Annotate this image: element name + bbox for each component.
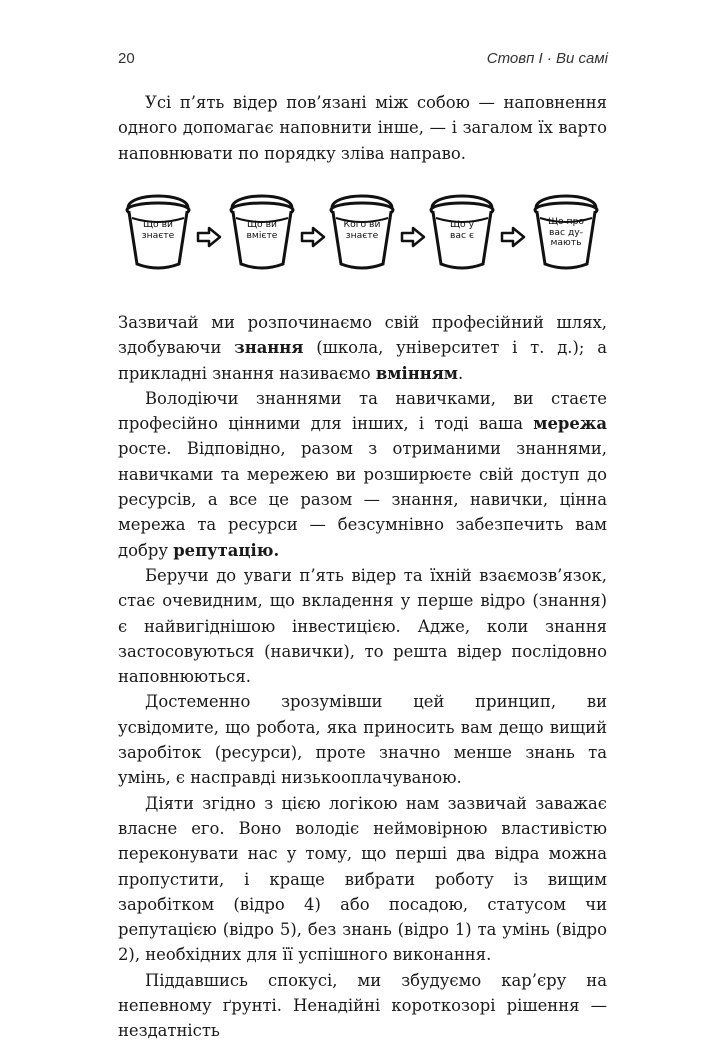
bucket-label: Що ви вмієте: [246, 219, 278, 241]
intro-text: [118, 90, 607, 166]
right-arrow-icon: [196, 226, 222, 248]
intro-paragraph: Усі п’ять відер пов’язані між собою — наповнення одного допомагає наповнити інше, — і загалом їх варто наповнювати по порядку зліва направо.: [118, 93, 607, 163]
paragraph-1: Зазвичай ми розпочинаємо свій професійний шлях, здобуваючи знання (школа, університет і т. д.); а прикладні знання називаємо вмінням.: [118, 313, 607, 383]
running-head: Стовп I · Ви самі: [486, 50, 608, 67]
paragraph-2: Володіючи знаннями та навичками, ви стаєте професійно цінними для інших, і тоді ваша мережа росте. Відповідно, разом з отриманими знаннями, навичками та мережею ви розширюєте свій доступ до ресурсів, а все це разом — знання, навички, цінна мережа та ресурси — безсумнівно забезпечить вам добру репутацію.: [118, 388, 607, 560]
paragraph-5: Діяти згідно з цією логікою нам зазвичай заважає власне его. Воно володіє неймовірною властивістю переконувати нас у тому, що перші два відра можна пропустити, і краще вибрати роботу із вищим заробітком (відро 4) або посадою, статусом чи репутацією (відро 5), без знань (відро 1) та умінь (відро 2), необхідних для її успішного виконання.: [118, 793, 607, 965]
bucket-5: [532, 188, 600, 272]
bucket-label: Що про вас ду- мають: [547, 216, 585, 248]
bucket-4: [428, 188, 496, 272]
right-arrow-icon: [400, 226, 426, 248]
paragraph-4: Достеменно зрозумівши цей принцип, ви усвідомите, що робота, яка приносить вам дещо вищий заробіток (ресурси), проте значно менше знань та умінь, є насправді низькооплачуваною.: [118, 692, 607, 788]
bucket-label: Кого ви знаєте: [343, 219, 381, 241]
keyword-network: мережа: [533, 414, 607, 434]
body-text: [118, 310, 607, 1044]
bucket-1: [124, 188, 192, 272]
keyword-skill: вмінням: [375, 363, 459, 383]
bucket-3: [328, 188, 396, 272]
right-arrow-icon: [300, 226, 326, 248]
keyword-knowledge: знання: [234, 338, 304, 358]
keyword-reputation: репутацію.: [173, 540, 280, 560]
bucket-label: Що у вас є: [449, 219, 475, 241]
bucket-label: Що ви знаєте: [141, 219, 175, 241]
paragraph-3: Беручи до уваги п’ять відер та їхній взаємозв’язок, стає очевидним, що вкладення у перше відро (знання) є найвигіднішою інвестицією. Адже, коли знання застосовуються (навички), то решта відер послідовно наповнюються.: [118, 565, 607, 687]
right-arrow-icon: [500, 226, 526, 248]
five-buckets-diagram: [118, 188, 607, 274]
page-number: 20: [118, 50, 135, 67]
bucket-2: [228, 188, 296, 272]
paragraph-6: Піддавшись спокусі, ми збудуємо кар’єру на непевному ґрунті. Ненадійні короткозорі рішення — нездатність: [118, 970, 607, 1041]
